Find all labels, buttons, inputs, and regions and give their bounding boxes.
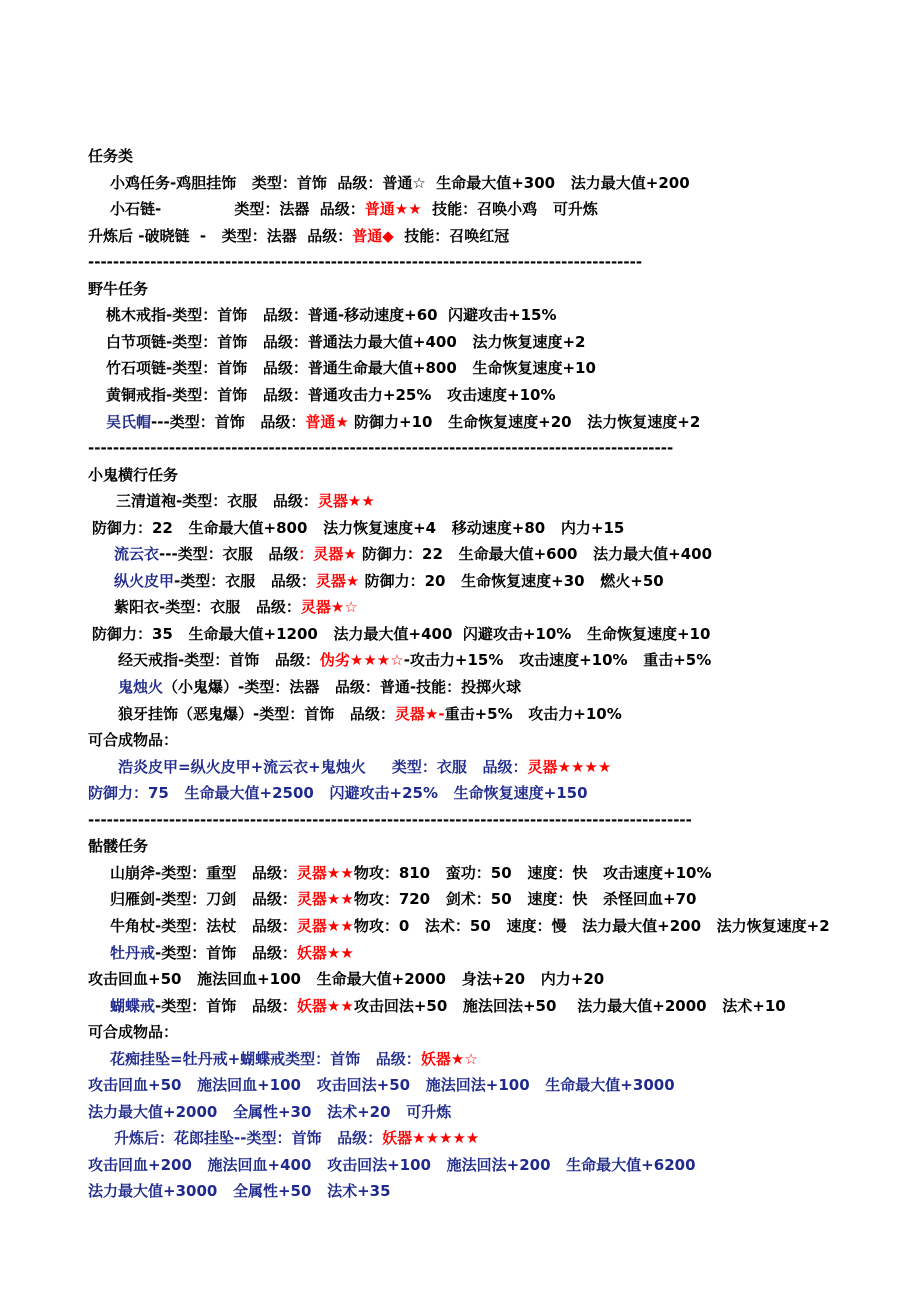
text-segment: 灵器★ (315, 572, 360, 590)
text-segment: -类型：首饰 品级： (155, 944, 297, 962)
text-segment: 灵器★★ (296, 890, 354, 908)
text-segment: 黄铜戒指-类型：首饰 品级：普通攻击力+25% 攻击速度+10% (106, 386, 556, 404)
text-line (88, 783, 588, 803)
text-segment: 防御力：22 生命最大值+800 法力恢复速度+4 移动速度+80 内力+15 (92, 519, 625, 537)
text-segment: 纵火皮甲 (114, 572, 175, 590)
text-segment: 类型：衣服 品级： (391, 758, 528, 776)
text-line (110, 943, 354, 963)
text-segment: （小鬼爆）-类型：法器 品级：普通-技能：投掷火球 (163, 678, 522, 696)
text-line (110, 199, 598, 219)
text-line (114, 571, 664, 591)
text-segment: 技能：召唤小鸡 可升炼 (421, 200, 598, 218)
text-segment: 普通★★ (364, 200, 422, 218)
text-segment: 防御力：20 生命恢复速度+30 燃火+50 (359, 572, 664, 590)
text-line (114, 544, 712, 564)
text-line (110, 173, 690, 193)
text-line (88, 1102, 451, 1122)
text-segment: 法力最大值+3000 全属性+50 法术+35 (88, 1182, 391, 1200)
text-segment: 攻击回血+50 施法回血+100 攻击回法+50 施法回法+100 生命最大值+3000 (88, 1076, 675, 1094)
text-segment: 桃木戒指-类型：首饰 品级：普通-移动速度+60 闪避攻击+15% (106, 306, 557, 324)
text-line (88, 1075, 675, 1095)
text-segment: ------------------------------------------------------------------------------------------------- (88, 811, 692, 829)
text-segment: ：灵器★ (298, 545, 357, 563)
text-segment: 小石链- 类型：法器 品级： (110, 200, 365, 218)
text-line (88, 279, 148, 299)
text-line (88, 465, 178, 485)
text-segment: 妖器★★ (296, 997, 354, 1015)
text-segment: 妖器★★ (296, 944, 354, 962)
text-segment: 升炼后 -破晓链 - 类型：法器 品级： (88, 227, 353, 245)
text-line (88, 969, 604, 989)
text-segment: 物攻：720 剑术：50 速度：快 杀怪回血+70 (353, 890, 697, 908)
text-segment: 物攻：810 蛮功：50 速度：快 攻击速度+10% (353, 864, 712, 882)
text-line (118, 757, 611, 777)
text-segment: 普通◆ (352, 227, 394, 245)
text-line (88, 1155, 696, 1175)
text-segment: 小鬼横行任务 (88, 466, 179, 484)
text-segment: 白节项链-类型：首饰 品级：普通法力最大值+400 法力恢复速度+2 (106, 333, 586, 351)
text-line (110, 889, 696, 909)
text-line (110, 996, 786, 1016)
text-segment: 吴氏帽 (106, 413, 152, 431)
text-line (118, 704, 622, 724)
text-line (110, 863, 711, 883)
text-line (88, 836, 148, 856)
text-line (116, 491, 375, 511)
text-line (106, 332, 585, 352)
text-segment: 攻击回血+50 施法回血+100 生命最大值+2000 身法+20 内力+20 (88, 970, 605, 988)
text-segment: ---类型：衣服 品级 (159, 545, 299, 563)
text-segment: 小鸡任务-鸡胆挂饰 类型：首饰 品级：普通☆ 生命最大值+300 法力最大值+200 (110, 174, 690, 192)
text-segment: -攻击力+15% 攻击速度+10% 重击+5% (403, 651, 712, 669)
text-segment: 野牛任务 (88, 280, 149, 298)
text-segment: 防御力：35 生命最大值+1200 法力最大值+400 闪避攻击+10% 生命恢复速度+10 (92, 625, 711, 643)
text-segment: 狼牙挂饰（恶鬼爆）-类型：首饰 品级： (118, 705, 395, 723)
text-segment: 防御力：75 生命最大值+2500 闪避攻击+25% 生命恢复速度+150 (88, 784, 588, 802)
text-segment: 浩炎皮甲=纵火皮甲+流云衣+鬼烛火 (118, 758, 366, 776)
text-line (88, 252, 642, 272)
text-segment: 山崩斧-类型：重型 品级： (110, 864, 297, 882)
text-line (92, 518, 624, 538)
text-line (106, 385, 556, 405)
text-line (88, 438, 673, 458)
text-segment: ---类型：首饰 品级： (151, 413, 306, 431)
text-segment: ----------------------------------------------------------------------------------------- (88, 253, 643, 271)
text-segment: 竹石项链-类型：首饰 品级：普通生命最大值+800 生命恢复速度+10 (106, 359, 596, 377)
text-segment: 重击+5% 攻击力+10% (444, 705, 622, 723)
text-line (106, 358, 596, 378)
text-segment: 防御力：22 生命最大值+600 法力最大值+400 (356, 545, 713, 563)
text-segment: 归雁剑-类型：刀剑 品级： (110, 890, 297, 908)
text-line (88, 1181, 391, 1201)
text-segment (366, 758, 392, 776)
text-segment: 牛角杖-类型：法杖 品级： (110, 917, 297, 935)
text-line (114, 597, 358, 617)
text-segment: 花痴挂坠=牡丹戒+蝴蝶戒类型：首饰 品级： (110, 1050, 421, 1068)
text-line (88, 146, 133, 166)
text-segment: 妖器★★★★★ (382, 1129, 480, 1147)
text-line (110, 916, 830, 936)
text-segment: 流云衣 (114, 545, 160, 563)
text-segment: 防御力+10 生命恢复速度+20 法力恢复速度+2 (348, 413, 701, 431)
text-line (92, 624, 710, 644)
text-segment: 伪劣★★★☆ (319, 651, 404, 669)
text-line (106, 412, 700, 432)
text-segment: 灵器★★ (296, 917, 354, 935)
text-segment: 蝴蝶戒 (110, 997, 156, 1015)
text-segment: 灵器★★ (317, 492, 375, 510)
text-line (118, 650, 711, 670)
text-line (88, 730, 178, 750)
text-segment: 经天戒指-类型：首饰 品级： (118, 651, 320, 669)
text-segment: 鬼烛火 (118, 678, 164, 696)
text-segment: 灵器★- (394, 705, 445, 723)
text-segment: -类型：衣服 品级： (174, 572, 316, 590)
text-line (106, 305, 556, 325)
text-segment: ---------------------------------------------------------------------------------------------- (88, 439, 674, 457)
text-segment: 可合成物品： (88, 1023, 179, 1041)
text-segment: -类型：首饰 品级： (155, 997, 297, 1015)
text-line (88, 810, 692, 830)
text-segment: 灵器★★★★ (527, 758, 612, 776)
text-segment: 紫阳衣-类型：衣服 品级： (114, 598, 301, 616)
text-segment: 骷髅任务 (88, 837, 149, 855)
text-segment: 任务类 (88, 147, 134, 165)
text-segment: 可合成物品： (88, 731, 179, 749)
text-segment: 三清道袍-类型：衣服 品级： (116, 492, 318, 510)
text-line (88, 1022, 178, 1042)
text-line (114, 1128, 479, 1148)
text-segment: 升炼后：花郎挂坠--类型：首饰 品级： (114, 1129, 383, 1147)
text-segment: 法力最大值+2000 全属性+30 法术+20 可升炼 (88, 1103, 452, 1121)
text-segment: 攻击回法+50 施法回法+50 法力最大值+2000 法术+10 (353, 997, 786, 1015)
text-segment: 牡丹戒 (110, 944, 156, 962)
text-segment: 攻击回血+200 施法回血+400 攻击回法+100 施法回法+200 生命最大值+6200 (88, 1156, 696, 1174)
text-line (118, 677, 521, 697)
text-segment: 技能：召唤红冠 (393, 227, 510, 245)
text-segment: 灵器★☆ (300, 598, 358, 616)
text-segment: 物攻：0 法术：50 速度：慢 法力最大值+200 法力恢复速度+2 (353, 917, 830, 935)
text-line (88, 226, 509, 246)
text-segment: 妖器★☆ (420, 1050, 478, 1068)
text-line (110, 1049, 478, 1069)
text-segment: 灵器★★ (296, 864, 354, 882)
text-segment: 普通★ (305, 413, 349, 431)
